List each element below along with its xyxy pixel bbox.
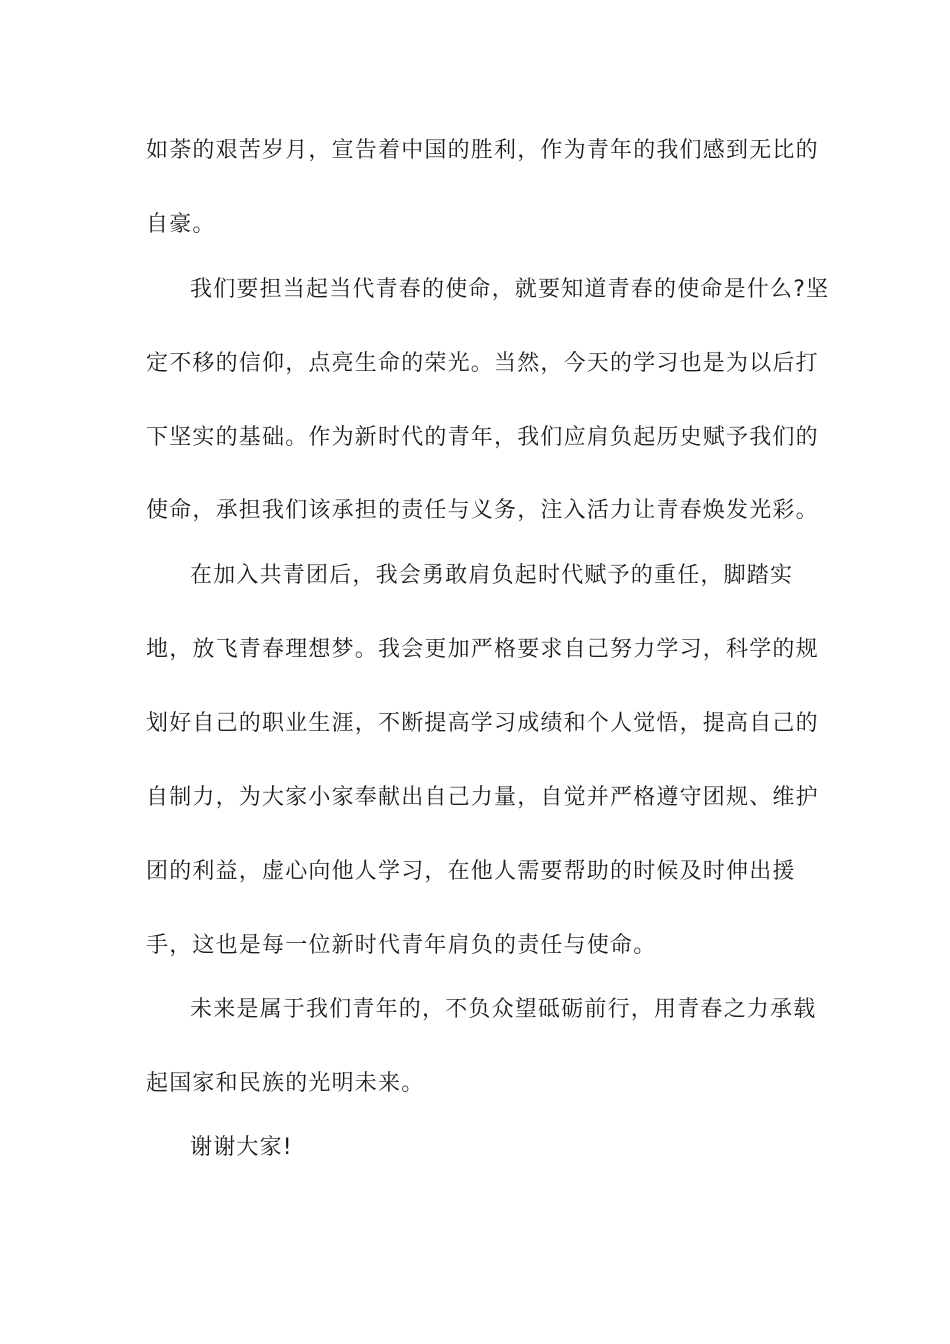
text-line: 地，放飞青春理想梦。我会更加严格要求自己努力学习，科学的规: [146, 637, 819, 662]
text-line: 起国家和民族的光明未来。: [146, 1071, 425, 1096]
text-line: 使命，承担我们该承担的责任与义务，注入活力让青春焕发光彩。: [146, 498, 819, 523]
closing-line: 谢谢大家!: [190, 1135, 293, 1160]
text-line: 如荼的艰苦岁月，宣告着中国的胜利，作为青年的我们感到无比的: [146, 138, 819, 163]
paragraph-start-line: 在加入共青团后，我会勇敢肩负起时代赋予的重任，脚踏实: [190, 563, 794, 588]
text-line: 自制力，为大家小家奉献出自己力量，自觉并严格遵守团规、维护: [146, 785, 819, 810]
text-line: 定不移的信仰，点亮生命的荣光。当然，今天的学习也是为以后打: [146, 351, 819, 376]
text-line: 下坚实的基础。作为新时代的青年，我们应肩负起历史赋予我们的: [146, 425, 819, 450]
paragraph-start-line: 我们要担当起当代青春的使命，就要知道青春的使命是什么?坚: [190, 277, 830, 302]
text-line: 自豪。: [146, 212, 216, 237]
text-line: 团的利益，虚心向他人学习，在他人需要帮助的时候及时伸出援: [146, 859, 796, 884]
text-line: 划好自己的职业生涯，不断提高学习成绩和个人觉悟，提高自己的: [146, 711, 819, 736]
paragraph-start-line: 未来是属于我们青年的，不负众望砥砺前行，用青春之力承载: [190, 997, 817, 1022]
text-line: 手，这也是每一位新时代青年肩负的责任与使命。: [146, 933, 657, 958]
